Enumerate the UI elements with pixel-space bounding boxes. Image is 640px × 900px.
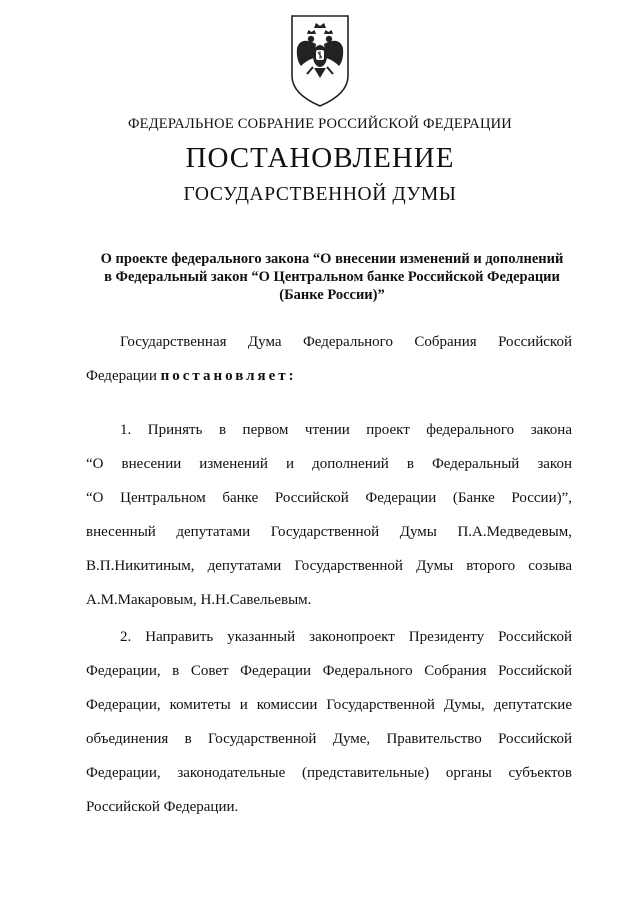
decree-word: постановляет: xyxy=(160,368,297,384)
point-1-line: А.М.Макаровым, Н.Н.Савельевым. xyxy=(86,592,312,608)
subject-line: О проекте федерального закона “О внесении изменений и дополнений xyxy=(100,251,564,267)
document-title: ПОСТАНОВЛЕНИЕ xyxy=(185,142,455,174)
preamble-line: Государственная Дума Федерального Собрания Российской xyxy=(120,334,572,350)
document-subtitle: ГОСУДАРСТВЕННОЙ ДУМЫ xyxy=(183,184,457,205)
subject-line: (Банке России)” xyxy=(279,287,385,303)
assembly-name: ФЕДЕРАЛЬНОЕ СОБРАНИЕ РОССИЙСКОЙ ФЕДЕРАЦИИ xyxy=(128,116,512,132)
point-1 xyxy=(86,413,572,617)
point-2-line: 2. Направить указанный законопроект Президенту Российской xyxy=(120,629,572,645)
point-2-line: Федерации, комитеты и комиссии Государственной Думы, депутатские xyxy=(86,697,572,713)
preamble-line xyxy=(86,359,572,393)
point-1-line: внесенный депутатами Государственной Думы П.А.Медведевым, xyxy=(86,524,572,540)
point-1-line: “О внесении изменений и дополнений в Федеральный закон xyxy=(86,456,572,472)
point-2 xyxy=(86,620,572,824)
subject-line: в Федеральный закон “О Центральном банке Российской Федерации xyxy=(104,269,560,285)
point-2-line: Федерации, в Совет Федерации Федерального Собрания Российской xyxy=(86,663,572,679)
coat-of-arms-icon xyxy=(287,14,353,108)
preamble xyxy=(86,325,572,393)
point-1-line: В.П.Никитиным, депутатами Государственной Думы второго созыва xyxy=(86,558,572,574)
point-2-line: Федерации, законодательные (представительные) органы субъектов xyxy=(86,765,572,781)
point-1-line: 1. Принять в первом чтении проект федерального закона xyxy=(120,422,572,438)
resolution-subject xyxy=(0,250,640,304)
point-2-line: Российской Федерации. xyxy=(86,799,239,815)
preamble-line-start: Федерации xyxy=(86,368,157,384)
point-1-line: “О Центральном банке Российской Федерации (Банке России)”, xyxy=(86,490,572,506)
point-2-line: объединения в Государственной Думе, Правительство Российской xyxy=(86,731,572,747)
